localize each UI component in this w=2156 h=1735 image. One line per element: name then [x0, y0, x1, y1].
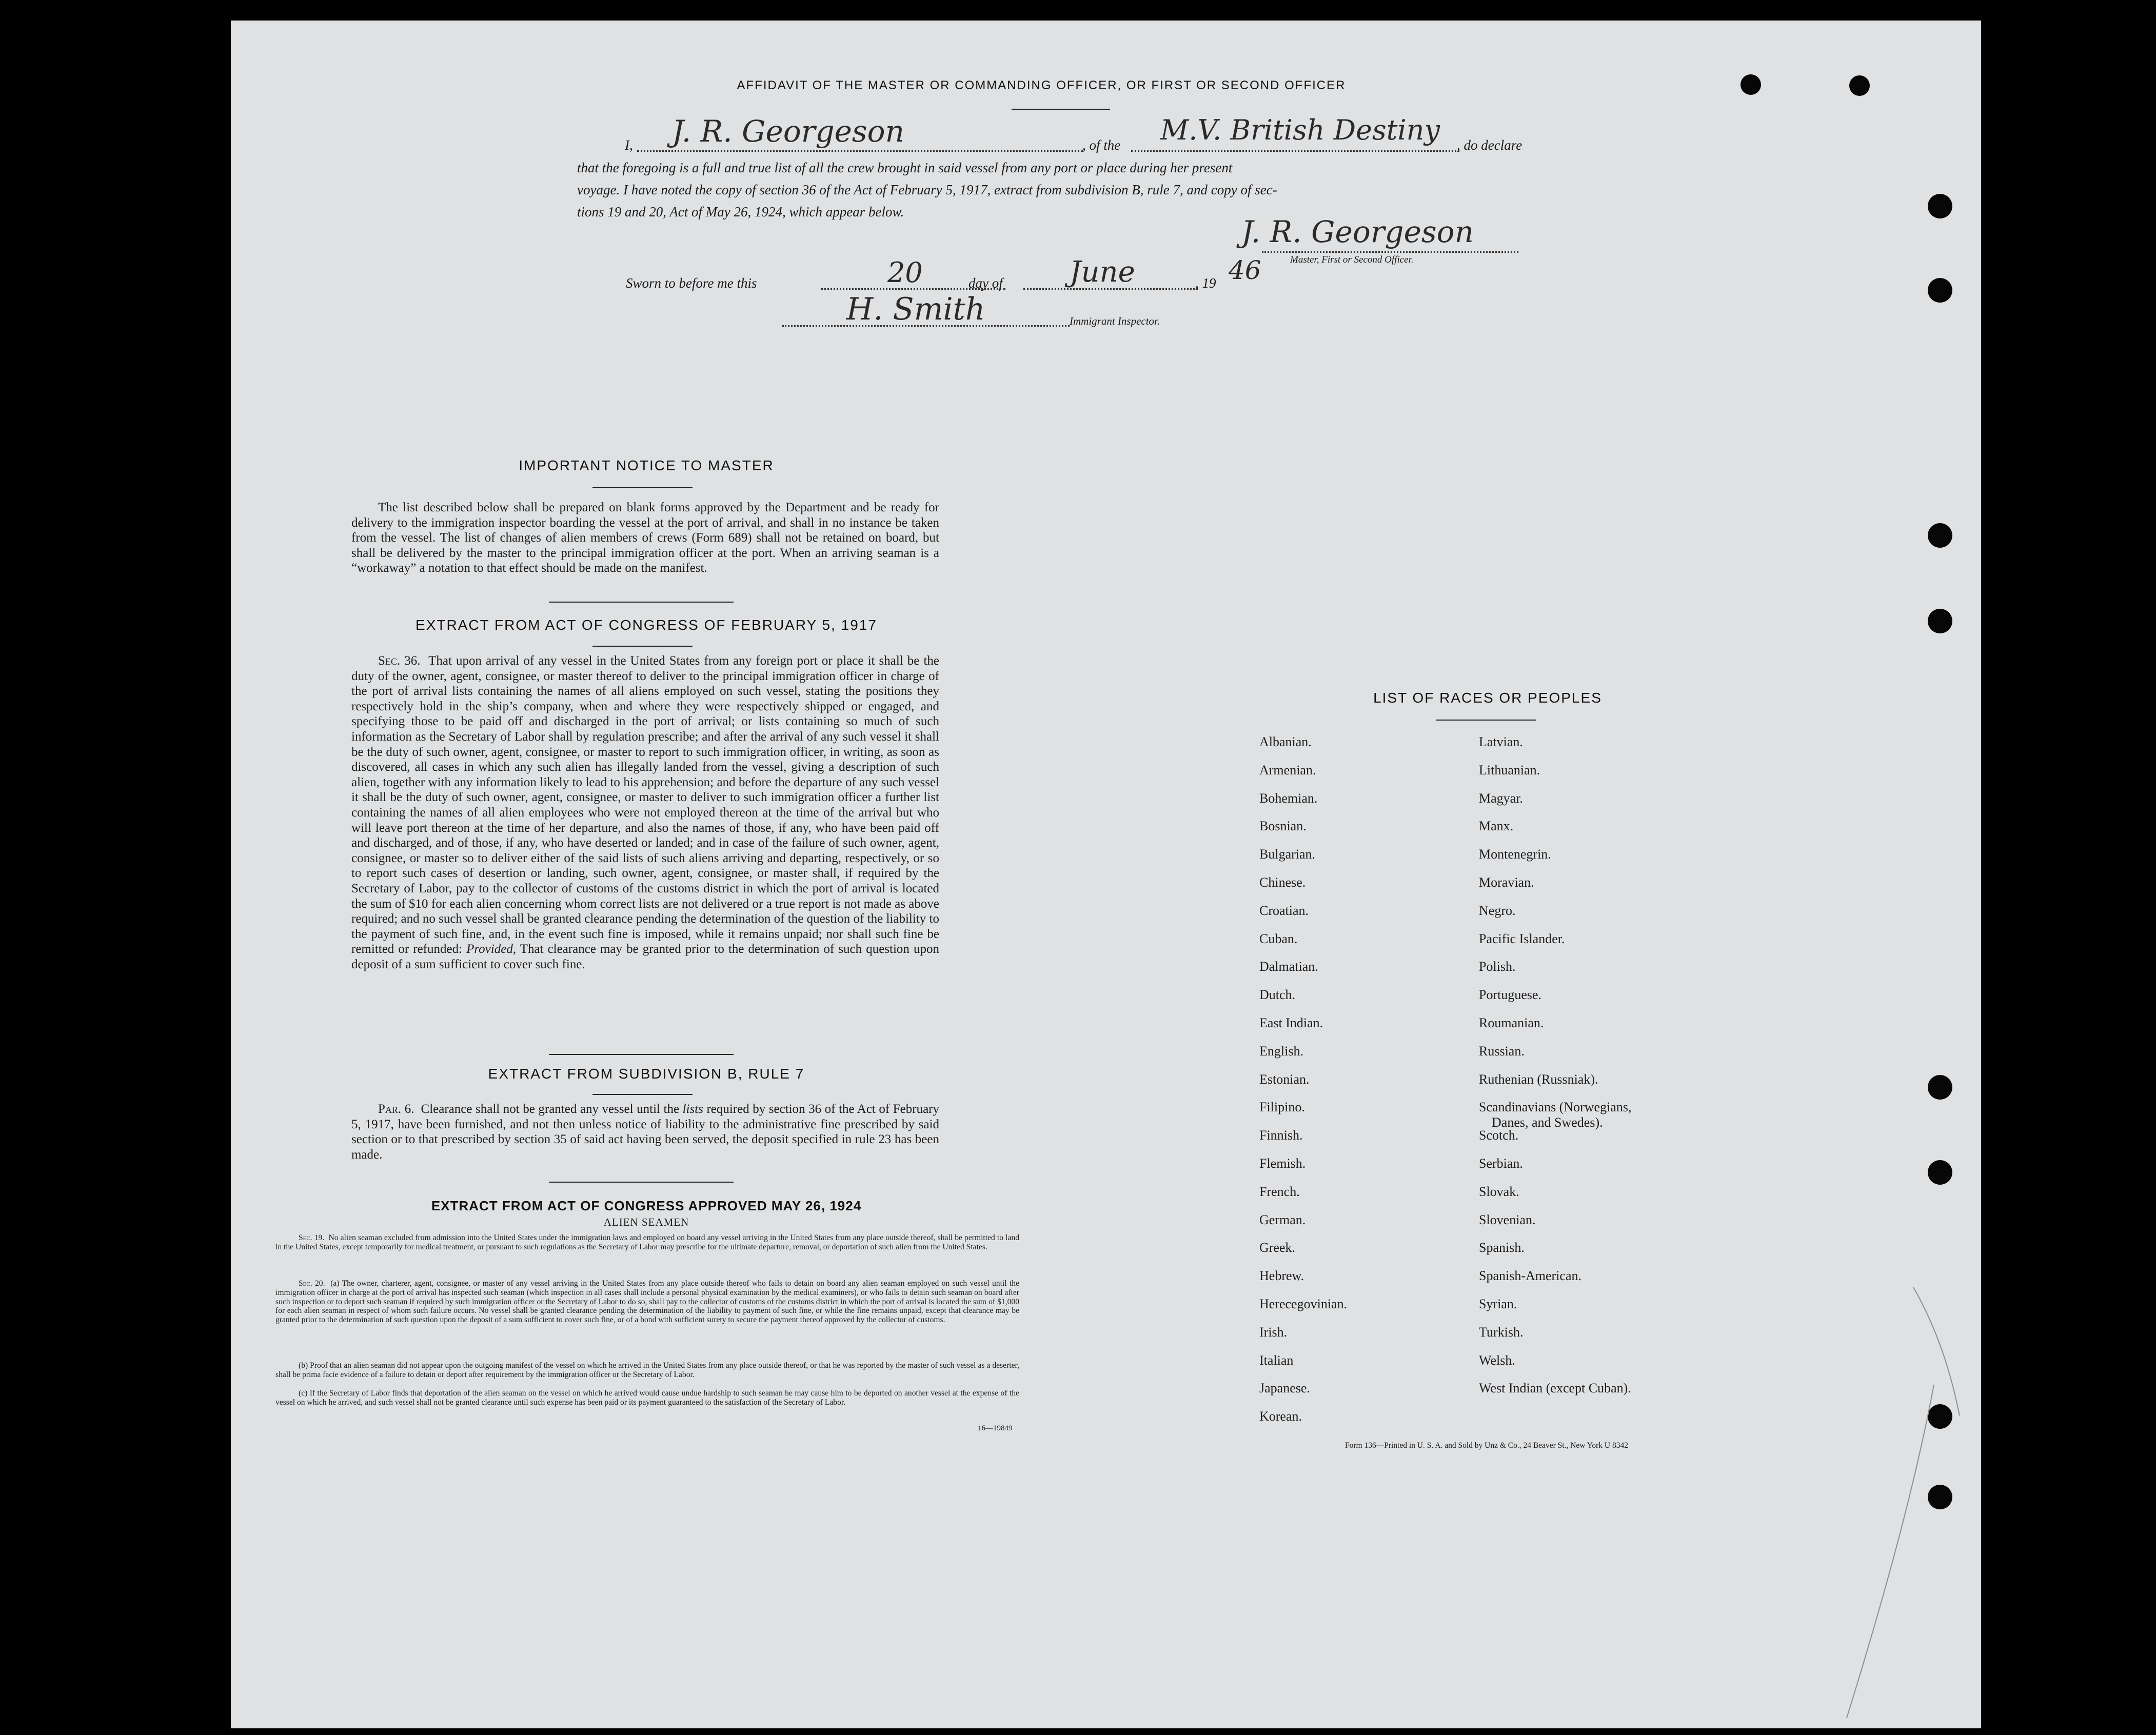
- subdivision-title: EXTRACT FROM SUBDIVISION B, RULE 7: [488, 1066, 805, 1082]
- race-item: Filipino.: [1259, 1100, 1305, 1115]
- race-item: Greek.: [1259, 1240, 1296, 1255]
- race-item: Scotch.: [1479, 1128, 1519, 1143]
- sworn-day: 20: [887, 256, 923, 289]
- affidavit-line-3: voyage. I have noted the copy of section 36 of the Act of February 5, 1917, extract from subdivision B, rule 7, and copy of sec-: [577, 182, 1277, 197]
- sworn-month: June: [1070, 255, 1135, 289]
- par-6-text-b: required by section 36 of the Act of February 5, 1917, have been furnished, and not then unless notice of liability to the administrative fine prescribed by said section or to that prescribed by section 35 of said act having been served, the deposit specified in rule 23 has been made.: [351, 1102, 940, 1162]
- sec-20b-text: (b) Proof that an alien seaman did not appear upon the outgoing manifest of the vessel on which he arrived in the United States from any place outside thereof, or that he was reported by the master of such vessel as a deserter, shall be prima facie evidence of a failure to detain or deport after requirement by the immigration officer or the Secretary of Labor.: [275, 1361, 1019, 1379]
- race-item: Albanian.: [1259, 734, 1312, 749]
- race-item: Manx.: [1479, 819, 1514, 834]
- race-item: Slovak.: [1479, 1184, 1519, 1199]
- affidavit-i-label: I,: [625, 137, 633, 153]
- race-item: Russian.: [1479, 1043, 1525, 1059]
- race-item: Italian: [1259, 1352, 1294, 1368]
- name-dotline: [637, 150, 1083, 152]
- punch-hole: [1928, 523, 1952, 548]
- sworn-year: 46: [1229, 255, 1261, 285]
- extract-1917-rule: [592, 646, 693, 647]
- signature-caption: Master, First or Second Officer.: [1290, 254, 1414, 265]
- punch-hole: [1928, 1075, 1952, 1100]
- sec-20a-text: [275, 1279, 1019, 1325]
- race-item: Armenian.: [1259, 762, 1316, 777]
- race-item: Chinese.: [1259, 875, 1306, 890]
- lists-word: lists: [682, 1102, 703, 1116]
- race-item: German.: [1259, 1212, 1306, 1227]
- sec-19-body: No alien seaman excluded from admission into the United States under the immigration laws and employed on board any vessel arriving in the United States from any place outside thereof, shall be permitted to land in the United States, except temporarily for medical treatment, or pursuant to such regulations as the Secretary of Labor may prescribe for the ultimate departure, removal, or deportation of such alien from the United States.: [275, 1233, 1019, 1251]
- race-item: Spanish-American.: [1479, 1268, 1582, 1284]
- form-code: 16—19849: [978, 1424, 1013, 1432]
- par-6-text-a: Clearance shall not be granted any vessel until the: [421, 1102, 680, 1116]
- notice-title: IMPORTANT NOTICE TO MASTER: [519, 457, 774, 473]
- race-item: Turkish.: [1479, 1324, 1524, 1340]
- of-the-label: , of the: [1082, 137, 1121, 153]
- race-item: Bulgarian.: [1259, 847, 1316, 862]
- master-name: J. R. Georgeson: [672, 114, 904, 149]
- race-item: Finnish.: [1259, 1128, 1303, 1143]
- race-item: Portuguese.: [1479, 987, 1542, 1003]
- races-title: LIST OF RACES OR PEOPLES: [1373, 690, 1602, 706]
- sec-19-text: [275, 1233, 1019, 1252]
- race-item: Cuban.: [1259, 931, 1298, 946]
- race-item: Lithuanian.: [1479, 762, 1540, 777]
- pencil-marks: [1765, 1282, 1970, 1723]
- race-item: Montenegrin.: [1479, 847, 1551, 862]
- subdivision-rule: [592, 1094, 693, 1095]
- race-item: Polish.: [1479, 959, 1516, 974]
- day-of-label: day of: [968, 275, 1003, 291]
- race-item: Moravian.: [1479, 875, 1534, 890]
- race-item: Bohemian.: [1259, 790, 1318, 806]
- subdivision-end-rule: [549, 1182, 734, 1183]
- race-item: Flemish.: [1259, 1156, 1306, 1171]
- punch-hole: [1928, 278, 1952, 303]
- race-item: Irish.: [1259, 1324, 1288, 1340]
- year-prefix: , 19: [1195, 275, 1216, 291]
- sec-36-label: Sec. 36.: [378, 654, 421, 668]
- race-item: Roumanian.: [1479, 1015, 1544, 1030]
- punch-hole: [1928, 194, 1952, 218]
- races-rule: [1436, 720, 1536, 721]
- race-item: Bosnian.: [1259, 819, 1307, 834]
- affidavit-title: AFFIDAVIT OF THE MASTER OR COMMANDING OFFICER, OR FIRST OR SECOND OFFICER: [737, 78, 1346, 92]
- race-item: Croatian.: [1259, 903, 1309, 918]
- master-signature: J. R. Georgeson: [1241, 214, 1474, 249]
- race-item: Spanish.: [1479, 1240, 1525, 1255]
- sec-36-text-end: That clearance may be granted prior to the determination of such question upon deposit of a sum sufficient to cover such fine.: [351, 942, 939, 971]
- punch-hole: [1928, 1160, 1952, 1185]
- inspector-signature: H. Smith: [846, 291, 985, 327]
- extract-1917-title: EXTRACT FROM ACT OF CONGRESS OF FEBRUARY 5, 1917: [416, 617, 877, 633]
- provided-label: Provided,: [466, 942, 517, 956]
- race-item: West Indian (except Cuban).: [1479, 1381, 1631, 1396]
- sec-20-label: Sec. 20.: [299, 1279, 325, 1288]
- race-item: Estonian.: [1259, 1071, 1310, 1087]
- race-item: Magyar.: [1479, 790, 1523, 806]
- race-item: Hebrew.: [1259, 1268, 1304, 1284]
- race-item: Japanese.: [1259, 1381, 1310, 1396]
- punch-hole: [1928, 609, 1952, 633]
- notice-body: The list described below shall be prepared on blank forms approved by the Department and be ready for delivery to the immigration inspector boarding the vessel at the port of arrival, and shall in no instance be taken from the vessel. The list of changes of alien members of crews (Form 689) shall not be retained on board, but shall be delivered by the master to the principal immigration officer at the port. When an arriving seaman is a “workaway” a notation to that effect should be made on the manifest.: [351, 501, 939, 575]
- printer-footer: Form 136—Printed in U. S. A. and Sold by Unz & Co., 24 Beaver St., New York U 8342: [1345, 1441, 1628, 1450]
- sec-36-text: That upon arrival of any vessel in the United States from any foreign port or place it shall be the duty of the owner, agent, consignee, or master thereof to deliver to the principal immigration officer in charge of the port of arrival lists containing the names of all aliens employed on such vessel, stating the positions they respectively hold in the ship’s company, when and where they were respectively shipped or engaged, and specifying those to be paid off and discharged in the port of arrival; or lists containing so much of such information as the Secretary of Labor shall by regulation prescribe; and after the arrival of any such vessel it shall be the duty of such owner, agent, consignee, or master to report to such immigration officer, in writing, as soon as discovered, all cases in which any such alien has illegally landed from the vessel, giving a description of such alien, together with any information likely to lead to his apprehension; and before the departure of any such vessel it shall be the duty of such owner, agent, consignee, or master to deliver to such immigration officer a further list containing the names of all alien employees who were not employed thereon at the time of the arrival but who will leave port thereon at the time of her departure, and also the names of those, if any, who have been paid off and discharged, and of those, if any, who have deserted or landed; and in case of the failure of such owner, agent, consignee, or master so to deliver either of the said lists of such aliens arriving and departing, respectively, or so to report such cases of desertion or landing, such owner, agent, consignee, or master shall, if required by the Secretary of Labor, pay to the collector of customs of the customs district in which the port of arrival is located the sum of $10 for each alien concerning whom correct lists are not delivered or a true report is not made as above required; and no such vessel shall be granted clearance pending the determination of the question of the liability to the payment of such fine, and, in the event such fine is imposed, while it remains unpaid; nor shall such fine be remitted or refunded:: [351, 654, 939, 956]
- do-declare-label: , do declare: [1457, 137, 1522, 153]
- race-item: French.: [1259, 1184, 1300, 1199]
- race-item: Syrian.: [1479, 1297, 1517, 1311]
- extract-1917-end-rule: [549, 1054, 734, 1055]
- subdivision-body: [351, 1102, 939, 1162]
- race-item: Welsh.: [1479, 1352, 1515, 1368]
- sworn-label: Sworn to before me this: [626, 275, 757, 291]
- affidavit-line-4: tions 19 and 20, Act of May 26, 1924, which appear below.: [577, 204, 904, 220]
- sec-20a-body: (a) The owner, charterer, agent, consignee, or master of any vessel arriving in the United States from any place outside thereof who fails to detain on board any alien seaman employed on such vessel until the immigration officer in charge at the port of arrival has inspected such seaman (which inspection in all cases shall include a personal physical examination by the medical examiners), or who fails to detain such seaman on board after such inspection or to deport such seaman if required by such immigration officer or the Secretary of Labor to do so, shall pay to the collector of customs of the customs district in which the port of arrival is located the sum of $1,000 for each alien seaman in respect of whom such failure occurs. No vessel shall be granted clearance pending the determination of the liability to payment of such fine, or while the fine remains unpaid, except that clearance may be granted prior to the determination of such question upon the deposit of a sum sufficient to cover such fine, or of a bond with sufficient surety to secure the payment thereof approved by the collector of customs.: [275, 1279, 1020, 1325]
- race-item: Korean.: [1259, 1409, 1302, 1424]
- extract-1924-title: EXTRACT FROM ACT OF CONGRESS APPROVED MAY 26, 1924: [431, 1198, 862, 1213]
- race-item: Ruthenian (Russniak).: [1479, 1071, 1598, 1087]
- race-item: English.: [1259, 1043, 1303, 1059]
- inspector-caption: Immigrant Inspector.: [1070, 315, 1160, 327]
- extract-1917-body: [351, 653, 939, 972]
- title-rule: [1012, 109, 1110, 110]
- race-item: Dutch.: [1259, 987, 1296, 1003]
- sec-20c-text: (c) If the Secretary of Labor finds that deportation of the alien seaman on the vessel on which he arrived would cause undue hardship to such seaman he may cause him to be deported on another vessel at the expense of the vessel on which he arrived, and such vessel shall not be granted clearance until such expense has been paid or its payment guaranteed to the satisfaction of the Secretary of Labor.: [275, 1389, 1019, 1407]
- par-6-label: Par. 6.: [378, 1102, 414, 1116]
- race-item: Danes, and Swedes).: [1492, 1115, 1603, 1130]
- signature-dotline: [1262, 251, 1518, 253]
- punch-hole: [1849, 75, 1870, 96]
- vessel-name: M.V. British Destiny: [1160, 114, 1440, 146]
- sec-19-label: Sec. 19.: [299, 1233, 325, 1242]
- race-item: Latvian.: [1479, 734, 1523, 749]
- vessel-dotline: [1131, 150, 1459, 152]
- race-item: Serbian.: [1479, 1156, 1523, 1171]
- race-item: Pacific Islander.: [1479, 931, 1565, 946]
- notice-end-rule: [549, 602, 734, 603]
- notice-rule: [592, 487, 693, 488]
- race-item: Dalmatian.: [1259, 959, 1318, 974]
- affidavit-line-2: that the foregoing is a full and true list of all the crew brought in said vessel from any port or place during her present: [577, 160, 1233, 175]
- punch-hole: [1740, 74, 1761, 95]
- race-item: East Indian.: [1259, 1015, 1323, 1030]
- race-item: Slovenian.: [1479, 1212, 1536, 1227]
- race-item: Negro.: [1479, 903, 1516, 918]
- alien-seamen-subtitle: ALIEN SEAMEN: [603, 1216, 689, 1228]
- race-item: Scandinavians (Norwegians,: [1479, 1100, 1632, 1115]
- race-item: Herecegovinian.: [1259, 1297, 1348, 1311]
